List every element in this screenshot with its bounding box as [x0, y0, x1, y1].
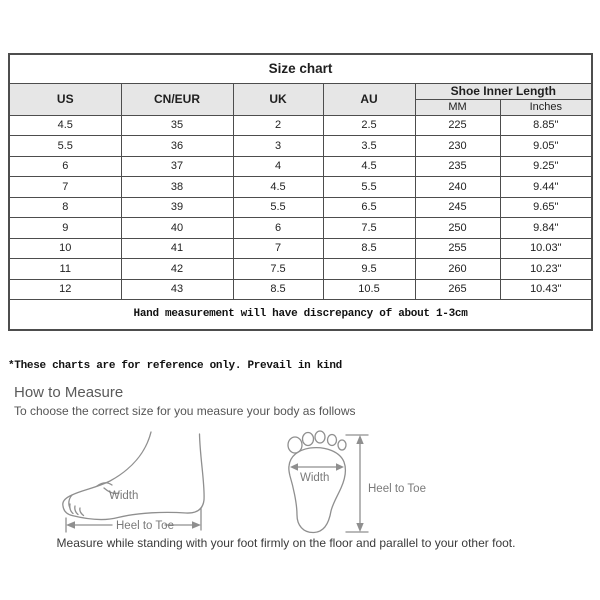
cell-cneur: 43	[121, 279, 233, 300]
column-header-au: AU	[323, 83, 415, 115]
cell-mm: 250	[415, 218, 500, 239]
cell-inches: 10.43"	[500, 279, 592, 300]
cell-au: 7.5	[323, 218, 415, 239]
cell-inches: 8.85"	[500, 115, 592, 136]
cell-mm: 240	[415, 177, 500, 198]
side-heel-to-toe-label: Heel to Toe	[116, 520, 174, 532]
cell-au: 9.5	[323, 259, 415, 280]
cell-au: 10.5	[323, 279, 415, 300]
table-title: Size chart	[9, 54, 592, 83]
table-row	[9, 197, 592, 218]
cell-au: 6.5	[323, 197, 415, 218]
cell-us: 4.5	[9, 115, 121, 136]
table-row	[9, 136, 592, 157]
cell-mm: 255	[415, 238, 500, 259]
table-footnote: Hand measurement will have discrepancy of about 1-3cm	[9, 300, 592, 330]
table-row	[9, 218, 592, 239]
cell-inches: 9.44"	[500, 177, 592, 198]
how-to-measure-subtitle: To choose the correct size for you measure your body as follows	[14, 404, 356, 418]
cell-us: 10	[9, 238, 121, 259]
cell-cneur: 39	[121, 197, 233, 218]
foot-side-view-icon	[50, 426, 220, 540]
cell-mm: 235	[415, 156, 500, 177]
cell-inches: 9.84"	[500, 218, 592, 239]
column-group-header-inner-length: Shoe Inner Length	[415, 83, 592, 99]
cell-mm: 245	[415, 197, 500, 218]
foot-side-view-diagram	[50, 426, 220, 545]
cell-us: 7	[9, 177, 121, 198]
cell-us: 6	[9, 156, 121, 177]
cell-cneur: 41	[121, 238, 233, 259]
top-width-label: Width	[300, 472, 330, 484]
cell-mm: 260	[415, 259, 500, 280]
cell-au: 5.5	[323, 177, 415, 198]
foot-sole-view-icon	[276, 423, 466, 539]
cell-cneur: 40	[121, 218, 233, 239]
table-row	[9, 279, 592, 300]
cell-uk: 7.5	[233, 259, 323, 280]
cell-au: 2.5	[323, 115, 415, 136]
cell-mm: 265	[415, 279, 500, 300]
cell-mm: 225	[415, 115, 500, 136]
table-row	[9, 238, 592, 259]
table-row	[9, 259, 592, 280]
column-header-inches: Inches	[500, 99, 592, 115]
cell-uk: 3	[233, 136, 323, 157]
cell-inches: 9.65"	[500, 197, 592, 218]
column-header-us: US	[9, 83, 121, 115]
cell-cneur: 36	[121, 136, 233, 157]
cell-inches: 10.23"	[500, 259, 592, 280]
cell-uk: 8.5	[233, 279, 323, 300]
table-row	[9, 177, 592, 198]
cell-uk: 4.5	[233, 177, 323, 198]
top-heel-to-toe-label: Heel to Toe	[368, 483, 426, 495]
table-row	[9, 115, 592, 136]
column-header-mm: MM	[415, 99, 500, 115]
cell-uk: 7	[233, 238, 323, 259]
cell-au: 4.5	[323, 156, 415, 177]
cell-us: 9	[9, 218, 121, 239]
how-to-measure-title: How to Measure	[14, 384, 124, 401]
cell-mm: 230	[415, 136, 500, 157]
cell-inches: 9.05"	[500, 136, 592, 157]
table-row	[9, 156, 592, 177]
cell-us: 5.5	[9, 136, 121, 157]
reference-note: *These charts are for reference only. Prevail in kind	[8, 360, 342, 372]
cell-us: 11	[9, 259, 121, 280]
side-width-label: Width	[109, 490, 139, 502]
cell-au: 8.5	[323, 238, 415, 259]
cell-uk: 6	[233, 218, 323, 239]
cell-uk: 5.5	[233, 197, 323, 218]
cell-cneur: 35	[121, 115, 233, 136]
cell-au: 3.5	[323, 136, 415, 157]
cell-cneur: 38	[121, 177, 233, 198]
column-header-uk: UK	[233, 83, 323, 115]
cell-cneur: 42	[121, 259, 233, 280]
cell-us: 12	[9, 279, 121, 300]
cell-inches: 9.25"	[500, 156, 592, 177]
foot-sole-view-diagram	[276, 423, 466, 544]
cell-cneur: 37	[121, 156, 233, 177]
cell-uk: 2	[233, 115, 323, 136]
cell-uk: 4	[233, 156, 323, 177]
cell-inches: 10.03"	[500, 238, 592, 259]
column-header-cneur: CN/EUR	[121, 83, 233, 115]
cell-us: 8	[9, 197, 121, 218]
size-chart-table	[8, 53, 593, 331]
measure-instruction-caption: Measure while standing with your foot firmly on the floor and parallel to your other foot.	[56, 536, 516, 550]
